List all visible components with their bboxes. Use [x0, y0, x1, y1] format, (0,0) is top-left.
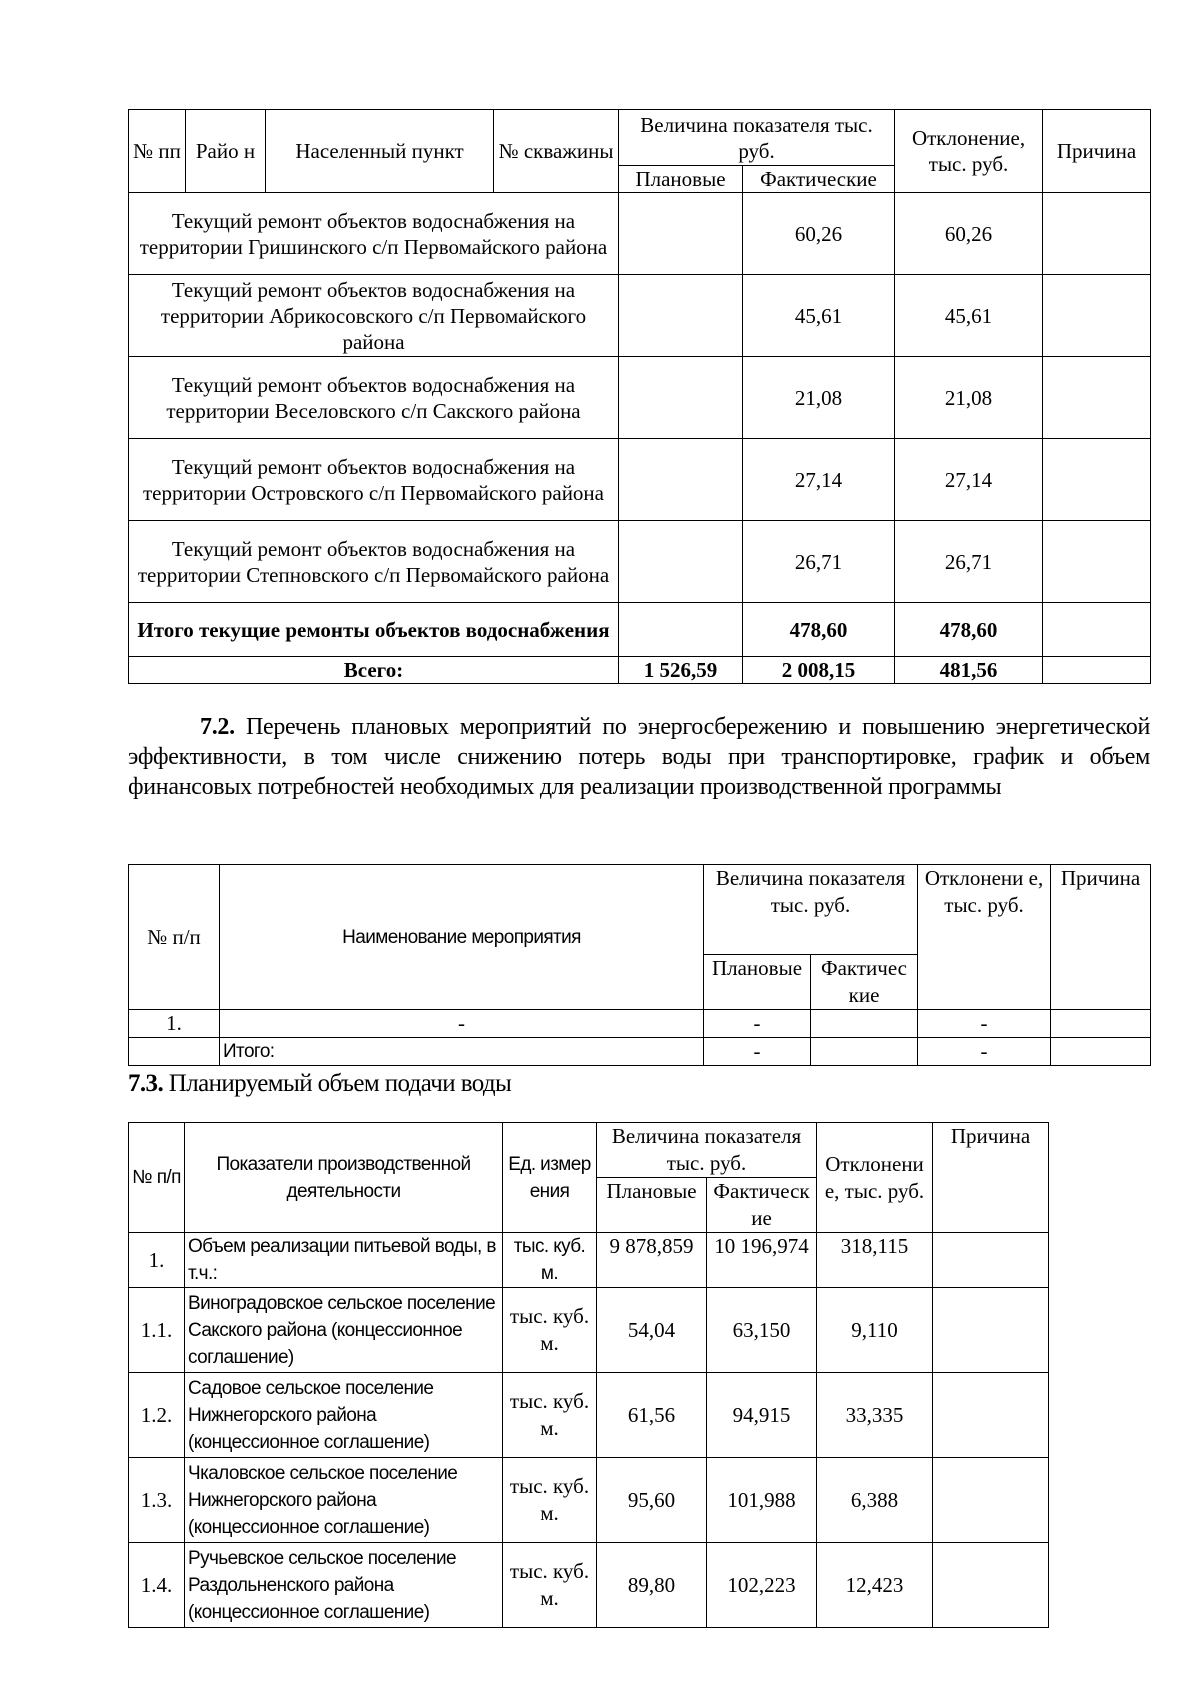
- table-header-row: [129, 865, 1151, 955]
- row-planned: 54,04: [597, 1288, 707, 1373]
- row-planned: [619, 193, 743, 275]
- total-actual: 2 008,15: [743, 657, 895, 684]
- subtotal-planned: [619, 603, 743, 657]
- total-reason: [1043, 657, 1151, 684]
- row-actual: 45,61: [743, 275, 895, 357]
- row-name: Текущий ремонт объектов водоснабжения на территории Степновского с/п Первомайского района: [129, 521, 619, 603]
- row-reason: [1043, 439, 1151, 521]
- col-header-unit: Ед. измер ения: [503, 1123, 597, 1233]
- total-num: [129, 1038, 220, 1066]
- row-num: 1.: [129, 1010, 220, 1038]
- col-header-value: Величина показателя тыс. руб.: [597, 1123, 817, 1178]
- row-name: Текущий ремонт объектов водоснабжения на территории Островского с/п Первомайского района: [129, 439, 619, 521]
- row-planned: [619, 275, 743, 357]
- row-reason: [1051, 1010, 1151, 1038]
- row-indicator: Объем реализации питьевой воды, в т.ч.:: [185, 1233, 503, 1288]
- row-actual: 10 196,974: [707, 1233, 817, 1288]
- row-deviation: 27,14: [895, 439, 1043, 521]
- row-deviation: 12,423: [817, 1543, 933, 1628]
- row-deviation: 9,110: [817, 1288, 933, 1373]
- row-actual: 60,26: [743, 193, 895, 275]
- table-row: [129, 1458, 1049, 1543]
- table-row: [129, 521, 1151, 603]
- row-reason: [933, 1458, 1049, 1543]
- row-name: Текущий ремонт объектов водоснабжения на территории Гришинского с/п Первомайского района: [129, 193, 619, 275]
- row-num: 1.: [129, 1233, 185, 1288]
- table-row: [129, 1288, 1049, 1373]
- total-actual: [811, 1038, 918, 1066]
- col-header-planned: Плановые: [597, 1178, 707, 1233]
- energy-measures-table: [128, 864, 1151, 1066]
- col-header-settlement: Населенный пункт: [266, 110, 494, 193]
- section-7-3-number: 7.3.: [128, 1070, 164, 1097]
- row-actual: 101,988: [707, 1458, 817, 1543]
- row-deviation: 26,71: [895, 521, 1043, 603]
- row-reason: [933, 1543, 1049, 1628]
- row-actual: 94,915: [707, 1373, 817, 1458]
- row-actual: 63,150: [707, 1288, 817, 1373]
- row-num: 1.3.: [129, 1458, 185, 1543]
- row-indicator: Ручьевское сельское поселение Раздольненского района (концессионное соглашение): [185, 1543, 503, 1628]
- row-indicator: Садовое сельское поселение Нижнегорского района (концессионное соглашение): [185, 1373, 503, 1458]
- row-deviation: 60,26: [895, 193, 1043, 275]
- row-reason: [1043, 521, 1151, 603]
- subtotal-deviation: 478,60: [895, 603, 1043, 657]
- total-planned: -: [704, 1038, 811, 1066]
- total-planned: 1 526,59: [619, 657, 743, 684]
- subtotal-label: Итого текущие ремонты объектов водоснабжения: [129, 603, 619, 657]
- col-header-num: № пп: [129, 110, 186, 193]
- subtotal-actual: 478,60: [743, 603, 895, 657]
- row-planned: [619, 439, 743, 521]
- table-row: [129, 275, 1151, 357]
- table-row: [129, 193, 1151, 275]
- row-deviation: -: [918, 1010, 1051, 1038]
- table-row: [129, 357, 1151, 439]
- col-header-deviation: Отклонени е, тыс. руб.: [918, 865, 1051, 1010]
- table-row: [129, 1373, 1049, 1458]
- row-unit: тыс. куб. м.: [503, 1373, 597, 1458]
- table-row: [129, 439, 1151, 521]
- col-header-name: Наименование мероприятия: [220, 865, 704, 1010]
- row-num: 1.1.: [129, 1288, 185, 1373]
- table-header-row: [129, 1123, 1049, 1178]
- row-reason: [1043, 275, 1151, 357]
- total-deviation: -: [918, 1038, 1051, 1066]
- row-unit: тыс. куб. м.: [503, 1288, 597, 1373]
- row-unit: тыс. куб. м.: [503, 1233, 597, 1288]
- row-unit: тыс. куб. м.: [503, 1543, 597, 1628]
- table-row: [129, 1543, 1049, 1628]
- row-deviation: 33,335: [817, 1373, 933, 1458]
- row-reason: [933, 1288, 1049, 1373]
- row-actual: 27,14: [743, 439, 895, 521]
- subtotal-reason: [1043, 603, 1151, 657]
- col-header-reason: Причина: [1043, 110, 1151, 193]
- col-header-planned: Плановые: [704, 955, 811, 1010]
- total-row: [129, 657, 1151, 684]
- col-header-value: Величина показателя тыс. руб.: [704, 865, 918, 955]
- row-unit: тыс. куб. м.: [503, 1458, 597, 1543]
- row-num: 1.4.: [129, 1543, 185, 1628]
- col-header-deviation: Отклонение, тыс. руб.: [895, 110, 1043, 193]
- row-reason: [1043, 193, 1151, 275]
- table-row: [129, 1010, 1151, 1038]
- row-deviation: 318,115: [817, 1233, 933, 1288]
- col-header-reason: Причина: [933, 1123, 1049, 1233]
- row-planned: 95,60: [597, 1458, 707, 1543]
- row-planned: [619, 357, 743, 439]
- col-header-deviation: Отклонени е, тыс. руб.: [817, 1123, 933, 1233]
- row-planned: 61,56: [597, 1373, 707, 1458]
- row-name: Текущий ремонт объектов водоснабжения на территории Веселовского с/п Сакского района: [129, 357, 619, 439]
- row-deviation: 21,08: [895, 357, 1043, 439]
- row-reason: [933, 1233, 1049, 1288]
- row-actual: 26,71: [743, 521, 895, 603]
- section-7-2-paragraph: [128, 712, 1150, 802]
- water-supply-table: [128, 1122, 1049, 1628]
- total-deviation: 481,56: [895, 657, 1043, 684]
- row-name: Текущий ремонт объектов водоснабжения на территории Абрикосовского с/п Первомайского района: [129, 275, 619, 357]
- col-header-actual: Фактические: [743, 166, 895, 193]
- section-7-2-text: Перечень плановых мероприятий по энергосбережению и повышению энергетической эффективности, в том числе снижению потерь воды при транспортировке, график и объем финансовых потребностей необходимых для реализации производственной программы: [128, 714, 1150, 800]
- col-header-planned: Плановые: [619, 166, 743, 193]
- row-deviation: 45,61: [895, 275, 1043, 357]
- section-7-2-number: 7.2.: [200, 714, 235, 740]
- row-indicator: Виноградовское сельское поселение Сакского района (концессионное соглашение): [185, 1288, 503, 1373]
- col-header-value: Величина показателя тыс. руб.: [619, 110, 895, 166]
- col-header-district: Райо н: [186, 110, 266, 193]
- row-planned: [619, 521, 743, 603]
- col-header-actual: Фактическ ие: [707, 1178, 817, 1233]
- total-label: Итого:: [220, 1038, 704, 1066]
- row-indicator: Чкаловское сельское поселение Нижнегорского района (концессионное соглашение): [185, 1458, 503, 1543]
- row-name: -: [220, 1010, 704, 1038]
- row-actual: 21,08: [743, 357, 895, 439]
- col-header-actual: Фактичес кие: [811, 955, 918, 1010]
- col-header-well: № скважины: [494, 110, 619, 193]
- section-7-3-text: Планируемый объем подачи воды: [168, 1070, 512, 1097]
- row-num: 1.2.: [129, 1373, 185, 1458]
- col-header-indicator: Показатели производственной деятельности: [185, 1123, 503, 1233]
- row-reason: [1043, 357, 1151, 439]
- section-7-3-heading: [128, 1070, 511, 1098]
- col-header-reason: Причина: [1051, 865, 1151, 1010]
- row-deviation: 6,388: [817, 1458, 933, 1543]
- table-row: [129, 1233, 1049, 1288]
- row-reason: [933, 1373, 1049, 1458]
- row-planned: 89,80: [597, 1543, 707, 1628]
- table-header-row: [129, 110, 1151, 166]
- col-header-num: № п/п: [129, 1123, 185, 1233]
- col-header-num: № п/п: [129, 865, 220, 1010]
- total-label: Всего:: [129, 657, 619, 684]
- repair-table: [128, 109, 1151, 684]
- row-planned: 9 878,859: [597, 1233, 707, 1288]
- row-actual: [811, 1010, 918, 1038]
- total-reason: [1051, 1038, 1151, 1066]
- row-planned: -: [704, 1010, 811, 1038]
- subtotal-row: [129, 603, 1151, 657]
- total-row: [129, 1038, 1151, 1066]
- row-actual: 102,223: [707, 1543, 817, 1628]
